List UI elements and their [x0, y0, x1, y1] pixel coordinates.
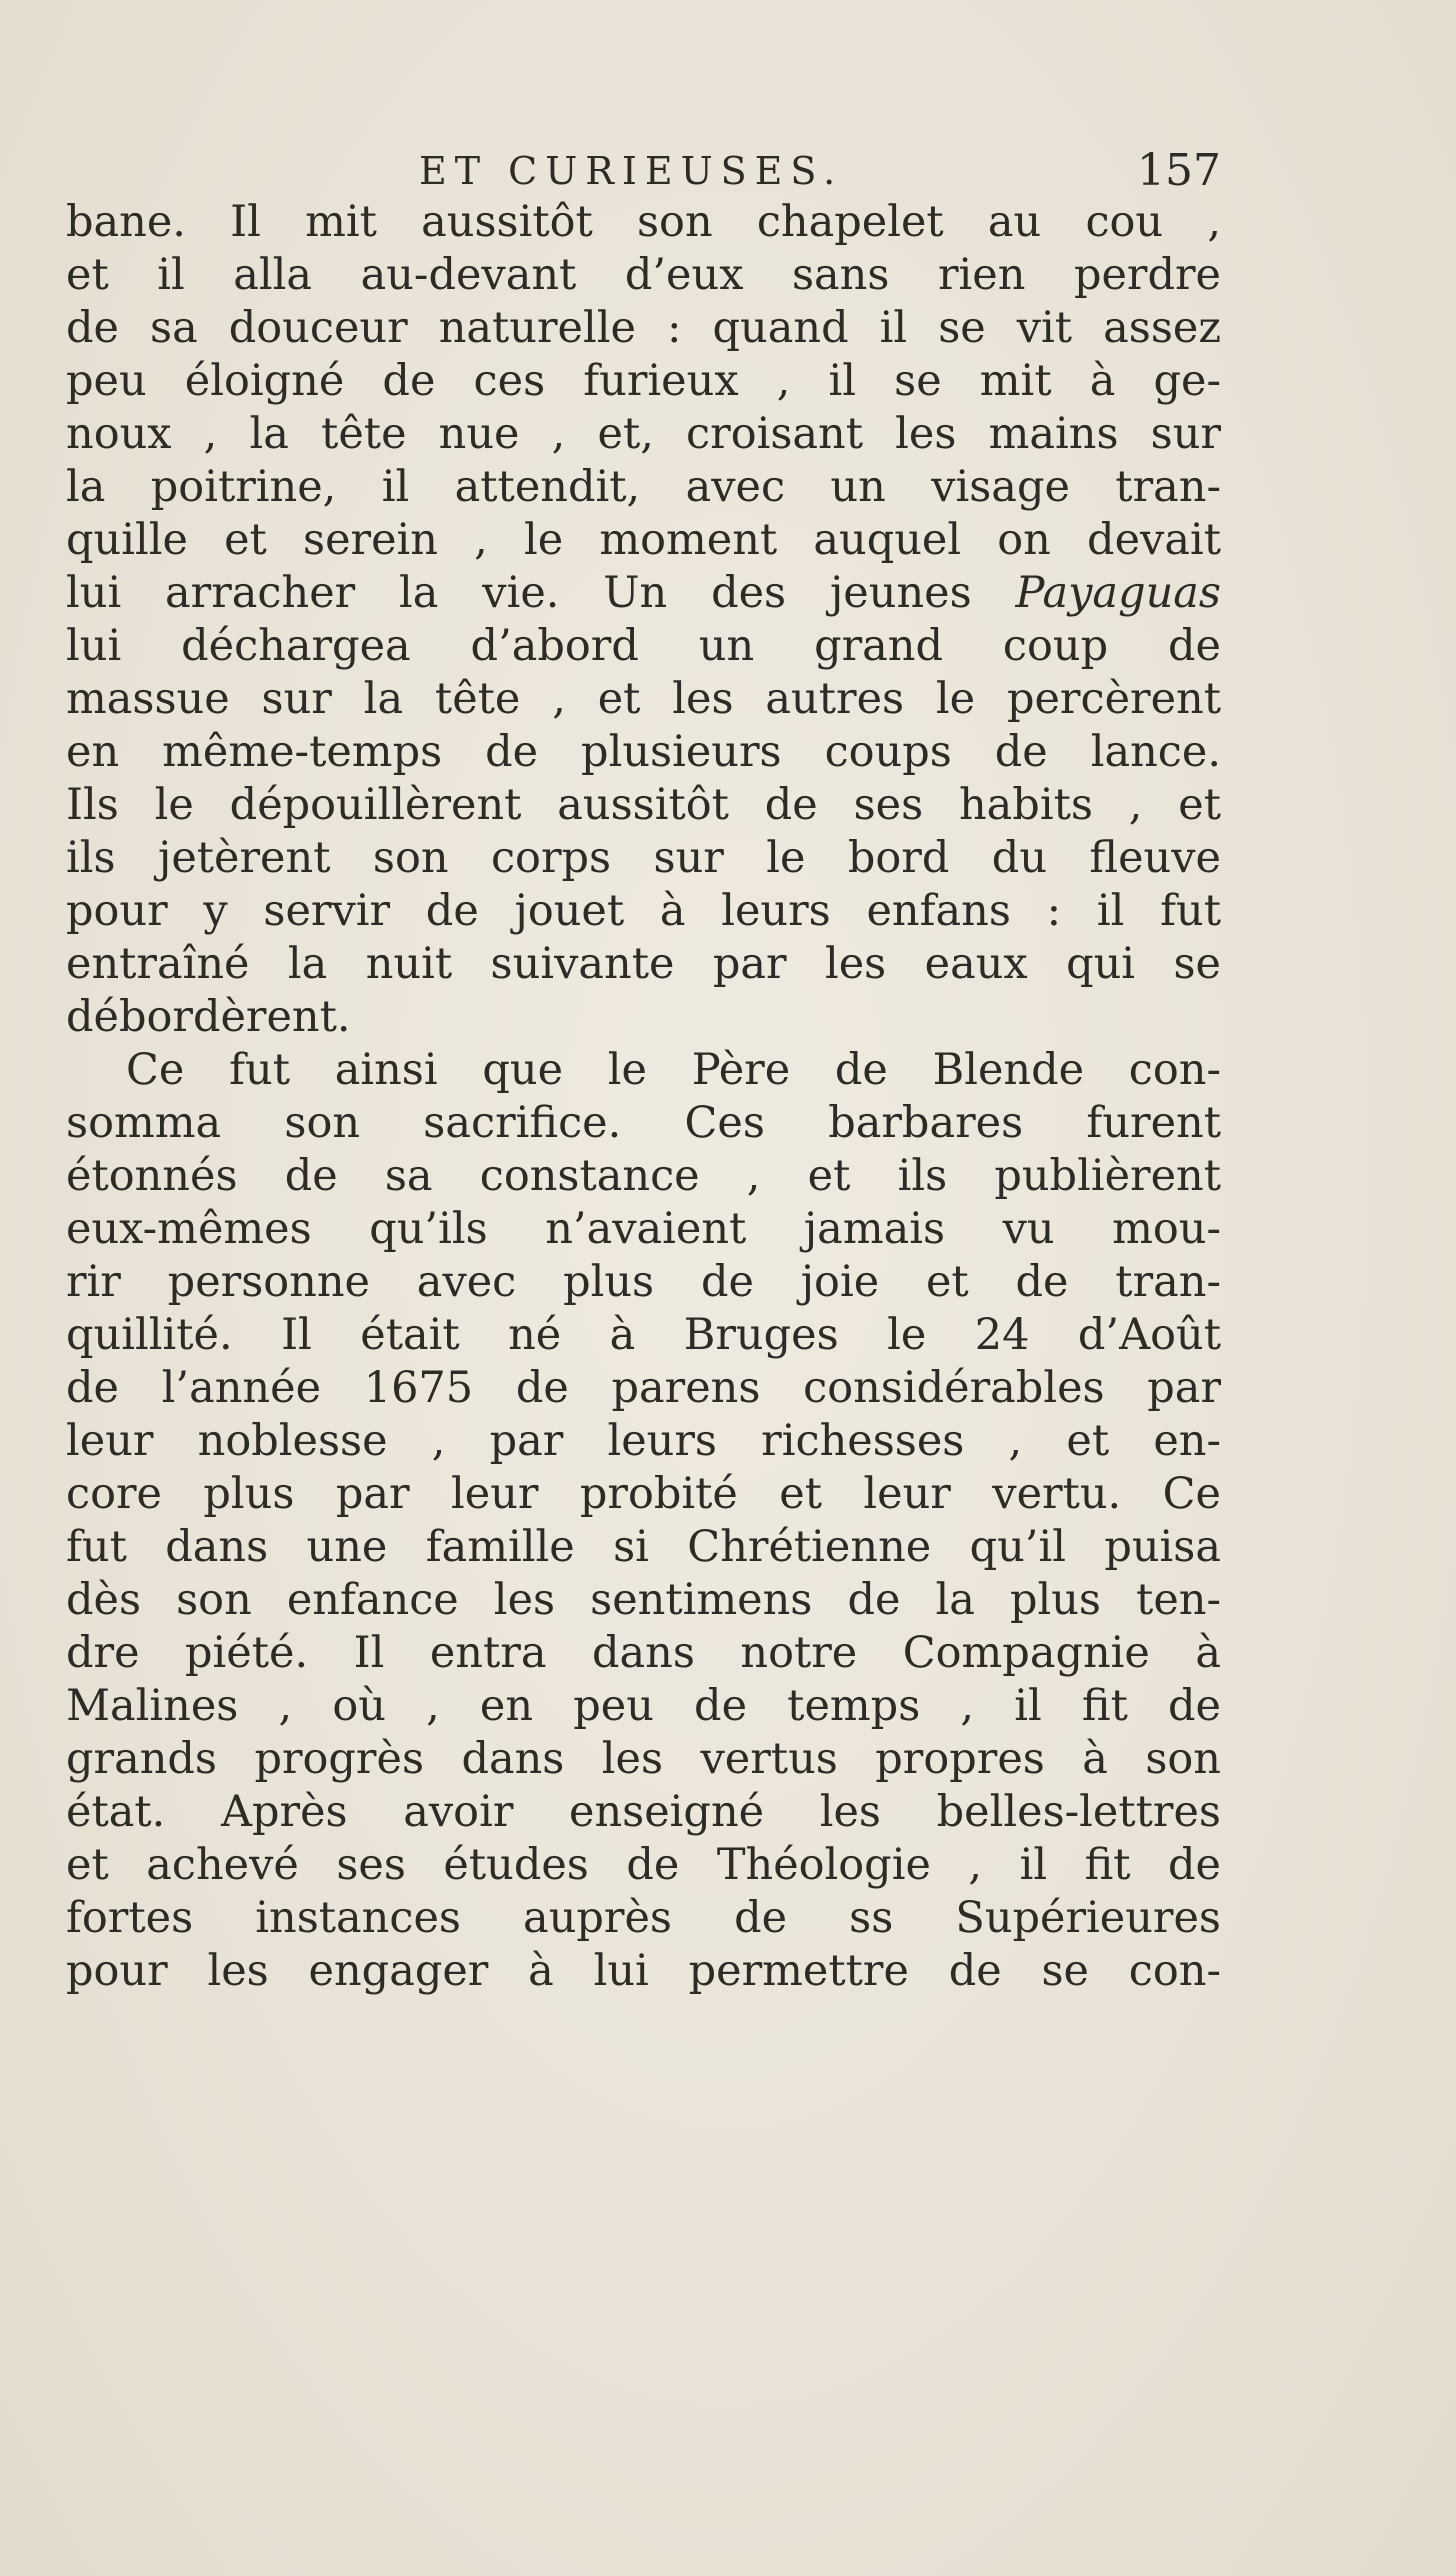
text-line: pour y servir de jouet à leurs enfans : il fut — [66, 886, 1221, 936]
text-line-start: lui arracher la vie. Un des jeunes — [66, 568, 1016, 618]
text-line: Ils le dépouillèrent aussitôt de ses habits , et — [66, 780, 1221, 830]
text-line: et achevé ses études de Théologie , il fit de — [66, 1840, 1221, 1890]
text-line: quille et serein , le moment auquel on devait — [66, 515, 1221, 565]
text-line: fut dans une famille si Chrétienne qu’il puisa — [66, 1522, 1221, 1572]
text-line: lui déchargea d’abord un grand coup de — [66, 621, 1221, 671]
text-line: peu éloigné de ces furieux , il se mit à ge- — [66, 356, 1221, 406]
text-line: ils jetèrent son corps sur le bord du fleuve — [66, 833, 1221, 883]
text-line: somma son sacrifice. Ces barbares furent — [66, 1098, 1221, 1148]
page-number: 157 — [1137, 145, 1221, 196]
running-title: ET CURIEUSES. — [419, 149, 844, 193]
text-line: dre piété. Il entra dans notre Compagnie à — [66, 1628, 1221, 1678]
text-line: leur noblesse , par leurs richesses , et en- — [66, 1416, 1221, 1466]
text-line: état. Après avoir enseigné les belles-lettres — [66, 1787, 1221, 1837]
text-line: débordèrent. — [66, 992, 351, 1042]
text-line: rir personne avec plus de joie et de tran- — [66, 1257, 1221, 1307]
text-line: massue sur la tête , et les autres le percèrent — [66, 674, 1221, 724]
body-text — [66, 196, 1221, 1998]
page-header — [66, 146, 1221, 196]
text-line: quillité. Il était né à Bruges le 24 d’Août — [66, 1310, 1221, 1360]
text-line: pour les engager à lui permettre de se con- — [66, 1946, 1221, 1996]
text-line: dès son enfance les sentimens de la plus ten- — [66, 1575, 1221, 1625]
text-line: la poitrine, il attendit, avec un visage tran- — [66, 462, 1221, 512]
text-line: eux-mêmes qu’ils n’avaient jamais vu mou- — [66, 1204, 1221, 1254]
text-line: Malines , où , en peu de temps , il fit de — [66, 1681, 1221, 1731]
text-line: noux , la tête nue , et, croisant les mains sur — [66, 409, 1221, 459]
text-line: bane. Il mit aussitôt son chapelet au cou , — [66, 197, 1221, 247]
italic-term: Payaguas — [1015, 568, 1221, 618]
text-line: core plus par leur probité et leur vertu. Ce — [66, 1469, 1221, 1519]
text-line: et il alla au-devant d’eux sans rien perdre — [66, 250, 1221, 300]
text-line: Ce fut ainsi que le Père de Blende con- — [126, 1045, 1221, 1095]
text-line: entraîné la nuit suivante par les eaux qui se — [66, 939, 1221, 989]
text-line: de sa douceur naturelle : quand il se vit assez — [66, 303, 1221, 353]
text-line: de l’année 1675 de parens considérables par — [66, 1363, 1221, 1413]
text-line: grands progrès dans les vertus propres à son — [66, 1734, 1221, 1784]
text-line: fortes instances auprès de ss Supérieures — [66, 1893, 1221, 1943]
text-line: en même-temps de plusieurs coups de lance. — [66, 727, 1221, 777]
text-line: étonnés de sa constance , et ils publièrent — [66, 1151, 1221, 1201]
text-line-with-italic — [66, 567, 1221, 620]
